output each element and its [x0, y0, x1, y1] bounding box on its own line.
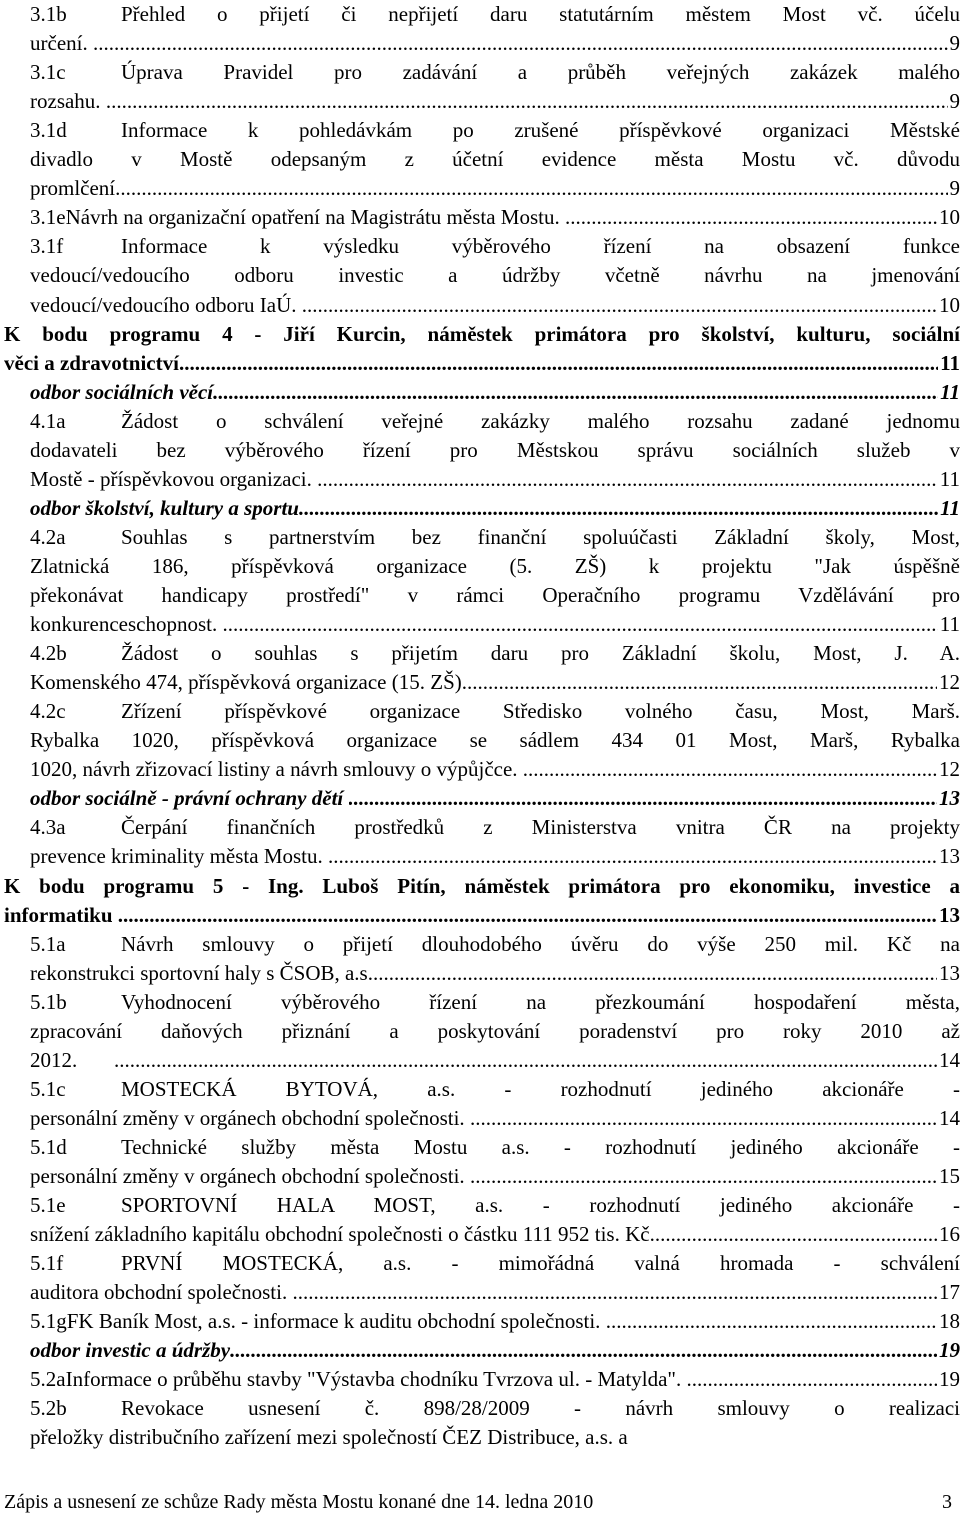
dot-leader: [565, 203, 937, 232]
toc-line: [30, 232, 960, 261]
dot-leader: [106, 87, 948, 116]
toc-line-text: odbor školství, kultury a sportu: [30, 495, 299, 520]
toc-line-text: Rybalka 1020, příspěvková organizace se sádlem 434 01 Most, Marš, Rybalka: [30, 728, 960, 753]
toc-item-number: 3.1e: [30, 205, 66, 230]
toc-line: [30, 494, 960, 523]
toc-line: [30, 1394, 960, 1423]
toc-line: [30, 523, 960, 552]
toc-line-text: odbor sociálně - právní ochrany dětí: [30, 786, 349, 811]
toc-item-number: 3.1b: [30, 2, 67, 26]
dot-leader: [222, 610, 937, 639]
toc-line-text: SPORTOVNÍ HALA MOST, a.s. - rozhodnutí jediného akcionáře -: [121, 1193, 960, 1218]
toc-line-text: MOSTECKÁ BYTOVÁ, a.s. - rozhodnutí jediného akcionáře -: [121, 1076, 960, 1101]
toc-line: [30, 1278, 960, 1307]
toc-line-text: překonávat handicapy prostředí" v rámci Operačního programu Vzdělávání pro: [30, 583, 960, 607]
toc-page-number: 14: [939, 1047, 960, 1072]
toc-line-text: dodavateli bez výběrového řízení pro Městskou správu sociálních služeb v: [30, 437, 960, 462]
toc-line-text: vedoucí/vedoucího odboru IaÚ.: [30, 292, 302, 317]
toc-item-number: 5.1e: [30, 1193, 66, 1218]
toc-line-text: FK Baník Most, a.s. - informace k auditu obchodní společnosti.: [66, 1309, 606, 1334]
toc-page-number: 9: [949, 31, 960, 56]
toc-line: [30, 813, 960, 842]
dot-leader: [302, 291, 937, 320]
toc-line-text: věci a zdravotnictví: [4, 350, 179, 375]
toc-page-number: 12: [939, 757, 960, 782]
toc-line: [30, 291, 960, 320]
toc-line: [30, 581, 960, 610]
toc-item-number: 4.3a: [30, 815, 66, 840]
toc-item-number: 5.1f: [30, 1251, 64, 1276]
toc-line-text: přeložky distribučního zařízení mezi společností ČEZ Distribuce, a.s. a: [30, 1425, 628, 1450]
toc-line: [30, 552, 960, 581]
dot-leader: [114, 1046, 937, 1075]
toc-line: [30, 58, 960, 87]
toc-line-text: Komenského 474, příspěvková organizace (15. ZŠ).: [30, 670, 468, 695]
toc-item-number: 5.2a: [30, 1367, 66, 1392]
toc-line: [30, 1336, 960, 1365]
toc-line: [4, 349, 960, 378]
dot-leader: [93, 29, 948, 58]
toc-line-text: personální změny v orgánech obchodní společnosti.: [30, 1164, 470, 1188]
toc-line-text: zpracování daňových přiznání a poskytování poradenství pro roky 2010 až: [30, 1018, 960, 1043]
dot-leader: [467, 668, 937, 697]
toc-line: [30, 1017, 960, 1046]
toc-line: [30, 755, 960, 784]
footer-text: Zápis a usnesení ze schůze Rady města Mostu konané dne 14. ledna 2010: [4, 1491, 594, 1513]
toc-line-text: rekonstrukci sportovní haly s ČSOB, a.s.: [30, 960, 373, 985]
dot-leader: [230, 1336, 937, 1365]
toc-line: [30, 610, 960, 639]
toc-line-text: Žádost o schválení veřejné zakázky malého rozsahu zadané jednomu: [121, 408, 960, 433]
toc-line-text: Zřízení příspěvkové organizace Středisko volného času, Most, Marš.: [121, 699, 960, 724]
toc-line-text: vedoucí/vedoucího odboru investic a údržby včetně návrhu na jmenování: [30, 263, 960, 288]
toc-line-text: určení.: [30, 31, 93, 56]
toc-line-text: PRVNÍ MOSTECKÁ, a.s. - mimořádná valná hromada - schválení: [121, 1251, 960, 1276]
toc-line: [4, 872, 960, 901]
toc-item-number: 4.2b: [30, 641, 67, 666]
toc-page-number: 19: [939, 1338, 960, 1363]
dot-leader: [687, 1365, 937, 1394]
toc-item-number: 4.1a: [30, 408, 66, 433]
toc-line-text: Přehled o přijetí či nepřijetí daru statutárním městem Most vč. účelu: [121, 2, 960, 26]
toc-item-number: 3.1d: [30, 118, 67, 143]
toc-line-text: divadlo v Mostě odepsaným z účetní evidence města Mostu vč. důvodu: [30, 147, 960, 172]
toc-line-text: 2012.: [30, 1047, 114, 1072]
toc-line-text: Souhlas s partnerstvím bez finanční spoluúčasti Základní školy, Most,: [121, 524, 960, 549]
dot-leader: [118, 901, 937, 930]
toc-line-text: promlčení.: [30, 176, 121, 201]
toc-page-number: 13: [939, 844, 960, 869]
dot-leader: [292, 1278, 937, 1307]
toc-page-number: 16: [939, 1222, 960, 1247]
toc-item-number: 5.1b: [30, 989, 67, 1014]
toc-page-number: 10: [939, 205, 960, 230]
toc-page-number: 11: [940, 379, 960, 404]
toc-line: [30, 407, 960, 436]
toc-page-number: 12: [939, 670, 960, 695]
toc-line: [30, 959, 960, 988]
toc-line: [30, 639, 960, 668]
toc-line: [30, 1104, 960, 1133]
toc-item-number: 4.2c: [30, 699, 66, 724]
dot-leader: [179, 349, 938, 378]
toc-line: [30, 1046, 960, 1075]
toc-line-text: Informace k pohledávkám po zrušené příspěvkové organizaci Městské: [121, 118, 960, 143]
toc-page-number: 15: [939, 1164, 960, 1188]
toc-line-text: snížení základního kapitálu obchodní společnosti o částku 111 952 tis. Kč.: [30, 1222, 655, 1247]
toc-page-number: 14: [939, 1105, 960, 1130]
toc-line: [30, 784, 960, 813]
toc-line: [30, 174, 960, 203]
toc-page-number: 13: [939, 786, 960, 811]
toc-item-number: 5.2b: [30, 1396, 67, 1421]
toc-item-number: 3.1f: [30, 234, 64, 259]
dot-leader: [470, 1162, 937, 1191]
toc-line-text: Revokace usnesení č. 898/28/2009 - návrh smlouvy o realizaci: [121, 1396, 960, 1421]
toc-line-text: prevence kriminality města Mostu.: [30, 844, 329, 869]
toc-line: [30, 930, 960, 959]
toc-line: [30, 145, 960, 174]
toc-line-text: odbor investic a údržby: [30, 1338, 231, 1363]
toc-line-text: Technické služby města Mostu a.s. - rozhodnutí jediného akcionáře -: [121, 1134, 960, 1159]
toc-page-number: 19: [939, 1367, 960, 1392]
toc-item-number: 5.1d: [30, 1134, 67, 1159]
toc-line-text: K bodu programu 5 - Ing. Luboš Pitín, náměstek primátora pro ekonomiku, investice a: [4, 873, 960, 898]
toc-line-text: Vyhodnocení výběrového řízení na přezkoumání hospodaření města,: [121, 989, 960, 1014]
toc-line-text: informatiku: [4, 902, 118, 927]
toc-line: [30, 726, 960, 755]
page-footer: [4, 1488, 952, 1516]
toc-line-text: Informace o průběhu stavby "Výstavba chodníku Tvrzova ul. - Matylda".: [65, 1367, 687, 1392]
toc-page-number: 10: [939, 292, 960, 317]
dot-leader: [317, 465, 938, 494]
toc-line-text: auditora obchodní společnosti.: [30, 1280, 293, 1305]
toc-line-text: Zlatnická 186, příspěvková organizace (5. ZŠ) k projektu "Jak úspěšně: [30, 553, 960, 578]
footer-page-number: 3: [942, 1491, 952, 1513]
toc-line-text: Mostě - příspěvkovou organizaci.: [30, 466, 318, 491]
toc-line: [30, 1365, 960, 1394]
toc-line-text: Žádost o souhlas s přijetím daru pro Základní školu, Most, J. A.: [121, 641, 960, 666]
dot-leader: [523, 755, 937, 784]
toc-page-number: 11: [939, 466, 960, 491]
toc-item-number: 4.2a: [30, 524, 66, 549]
toc-line: [30, 29, 960, 58]
toc-line: [30, 1133, 960, 1162]
toc-page-number: 11: [940, 350, 960, 375]
toc-line: [30, 1220, 960, 1249]
toc-line-text: 1020, návrh zřizovací listiny a návrh smlouvy o výpůjčce.: [30, 757, 523, 782]
toc-line-text: Čerpání finančních prostředků z Ministerstva vnitra ČR na projekty: [121, 815, 960, 840]
toc-page-number: 13: [939, 902, 960, 927]
dot-leader: [349, 784, 938, 813]
dot-leader: [328, 842, 937, 871]
toc-line: [30, 116, 960, 145]
toc-line: [30, 1191, 960, 1220]
toc-line-text: K bodu programu 4 - Jiří Kurcin, náměstek primátora pro školství, kulturu, sociální: [4, 321, 960, 346]
toc-line-text: personální změny v orgánech obchodní společnosti.: [30, 1105, 470, 1130]
toc-line-text: Úprava Pravidel pro zadávání a průběh veřejných zakázek malého: [121, 60, 960, 85]
toc-line: [30, 436, 960, 465]
toc-page-number: 17: [939, 1280, 960, 1305]
toc-page-number: 11: [940, 495, 960, 520]
toc-line: [30, 1162, 960, 1191]
toc-line-text: Návrh smlouvy o přijetí dlouhodobého úvěru do výše 250 mil. Kč na: [121, 931, 960, 956]
dot-leader: [299, 494, 938, 523]
toc-page-number: 9: [949, 176, 960, 201]
toc-line: [30, 378, 960, 407]
toc-line: [30, 1307, 960, 1336]
toc-line-text: Informace k výsledku výběrového řízení na obsazení funkce: [121, 234, 960, 259]
dot-leader: [120, 174, 947, 203]
toc-line: [30, 203, 960, 232]
toc-line: [30, 842, 960, 871]
toc-line: [30, 1249, 960, 1278]
toc-line: [30, 697, 960, 726]
toc-line: [30, 87, 960, 116]
toc-item-number: 5.1g: [30, 1309, 67, 1334]
dot-leader: [655, 1220, 937, 1249]
toc-line-text: Návrh na organizační opatření na Magistrátu města Mostu.: [65, 205, 565, 230]
toc-line: [30, 988, 960, 1017]
dot-leader: [606, 1307, 937, 1336]
toc-line-text: rozsahu.: [30, 89, 106, 114]
toc-page-number: 9: [949, 89, 960, 114]
toc-page-number: 13: [939, 960, 960, 985]
toc-line: [30, 261, 960, 290]
toc-item-number: 5.1c: [30, 1076, 66, 1101]
toc-line-text: odbor sociálních věcí: [30, 379, 214, 404]
toc-line: [30, 0, 960, 29]
dot-leader: [213, 378, 938, 407]
toc-item-number: 3.1c: [30, 60, 66, 85]
toc-line: [4, 320, 960, 349]
toc-page-number: 18: [939, 1309, 960, 1334]
toc-line: [30, 465, 960, 494]
toc-line: [30, 1075, 960, 1104]
toc-line: [4, 901, 960, 930]
toc-line: [30, 668, 960, 697]
dot-leader: [470, 1104, 937, 1133]
toc-page-number: 11: [939, 612, 960, 637]
toc-line: [30, 1423, 960, 1452]
toc-item-number: 5.1a: [30, 931, 66, 956]
dot-leader: [373, 959, 937, 988]
toc-line-text: konkurenceschopnost.: [30, 612, 223, 637]
